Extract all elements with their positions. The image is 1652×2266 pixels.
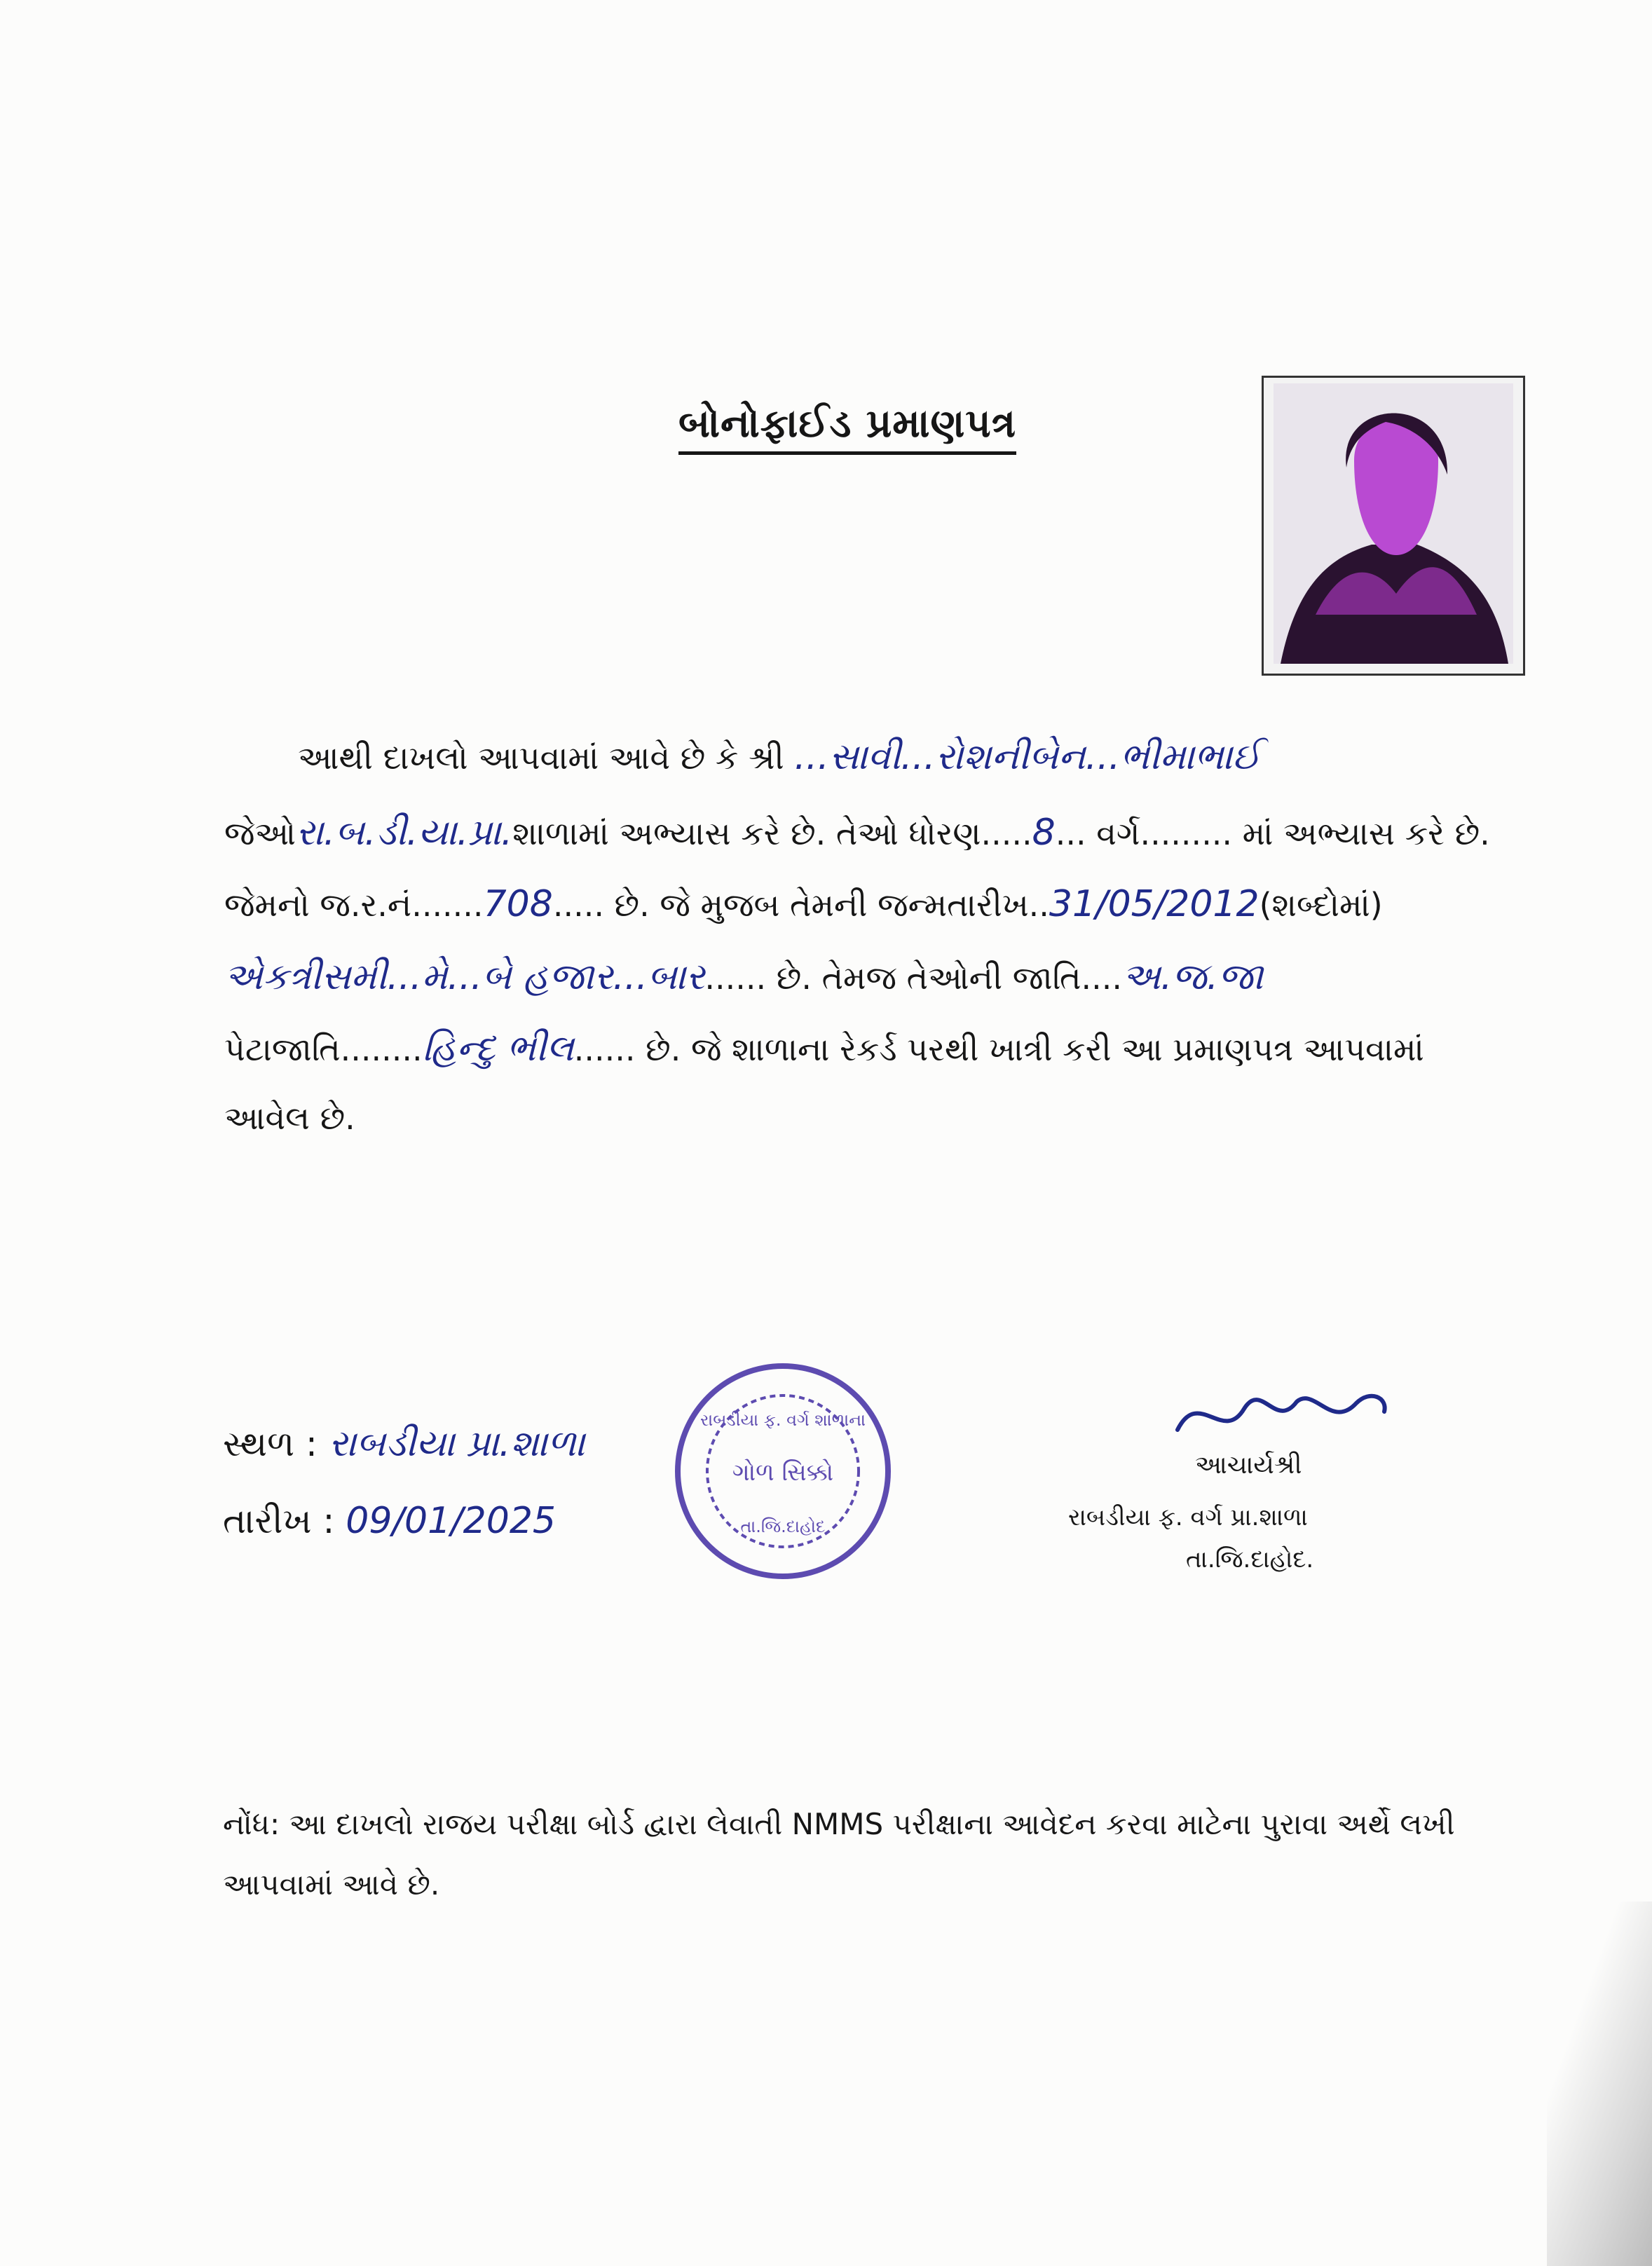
student-photo — [1274, 383, 1513, 664]
stamp-text-middle: ગોળ સિક્કો — [732, 1459, 834, 1487]
line5-prefix: પેટાજાતિ........ — [224, 1030, 423, 1068]
certificate-line-1 — [298, 736, 1630, 779]
sub-caste: હિન્દુ ભીલ — [422, 1028, 574, 1070]
signatory-taluka: તા.જિ.દાહોદ. — [1186, 1545, 1314, 1574]
student-photo-frame — [1262, 376, 1525, 676]
signatory-designation: આચાર્યશ્રી — [1195, 1451, 1302, 1480]
caste: અ.જ.જા — [1121, 956, 1264, 998]
signatory-school: રાબડીયા ફ. વર્ગ પ્રા.શાળા — [1068, 1503, 1308, 1531]
certificate-line-4 — [224, 956, 1556, 999]
date-value: 09/01/2025 — [346, 1500, 557, 1542]
birth-date-words: એકત્રીસમી...મે...બે હજાર...બાર — [224, 956, 705, 998]
certificate-line-5 — [224, 1028, 1556, 1070]
line2-suffix: ... માં અભ્યાસ કરે છે. — [1201, 814, 1490, 852]
standard: 8 — [1032, 812, 1056, 854]
certificate-line-6: આવેલ છે. — [224, 1099, 355, 1137]
line2-class: ... વર્ગ...... — [1055, 814, 1202, 852]
student-name: ...સાવી...રોશનીબેન...ભીમાભાઈ — [794, 736, 1261, 778]
footer-note: નોંધ: આ દાખલો રાજય પરીક્ષા બોર્ડ દ્વારા લેવાતી NMMS પરીક્ષાના આવેદન કરવા માટેના પુરાવા અર્થે લખી આપવામાં આવે છે. — [223, 1807, 1455, 1902]
line3-suffix: (શબ્દોમાં) — [1259, 886, 1383, 924]
line4-middle: ...... છે. તેમજ તેઓની જાતિ.... — [704, 959, 1122, 997]
line2-middle: શાળામાં અભ્યાસ કરે છે. તેઓ ધોરણ..... — [512, 814, 1032, 852]
place-row — [223, 1423, 585, 1466]
place-value: રાબડીયા પ્રા.શાળા — [328, 1423, 585, 1465]
line1-prefix: આથી દાખલો આપવામાં આવે છે કે શ્રી — [298, 739, 784, 777]
line3-middle: ..... છે. જે મુજબ તેમની જન્મતારીખ.. — [552, 886, 1049, 924]
page-title: બોનોફાઈડ પ્રમાણપત્ર — [678, 401, 1016, 455]
page-fold-shadow — [1547, 1902, 1652, 2266]
date-label: તારીખ : — [223, 1501, 335, 1541]
school-name: રા.બ.ડી.યા.પ્રા. — [296, 812, 513, 854]
date-row — [223, 1500, 556, 1542]
line2-prefix: જેઓ — [224, 814, 296, 852]
certificate-line-2 — [224, 812, 1556, 854]
line5-suffix: ...... છે. જે શાળાના રેકર્ડ પરથી ખાત્રી કરી આ પ્રમાણપત્ર આપવામાં — [573, 1030, 1424, 1068]
stamp-text-top: રાબડીયા ફ. વર્ગ શાળાના — [699, 1410, 866, 1430]
round-school-stamp — [653, 1349, 913, 1594]
line3-prefix: જેમનો જ.ર.નં....... — [224, 886, 484, 924]
register-number: 708 — [483, 883, 553, 925]
place-label: સ્થળ : — [223, 1424, 318, 1464]
stamp-text-bottom: તા.જિ.દાહોદ — [740, 1517, 826, 1536]
birth-date: 31/05/2012 — [1049, 883, 1260, 925]
principal-signature — [1163, 1381, 1402, 1458]
certificate-line-3 — [224, 883, 1556, 925]
